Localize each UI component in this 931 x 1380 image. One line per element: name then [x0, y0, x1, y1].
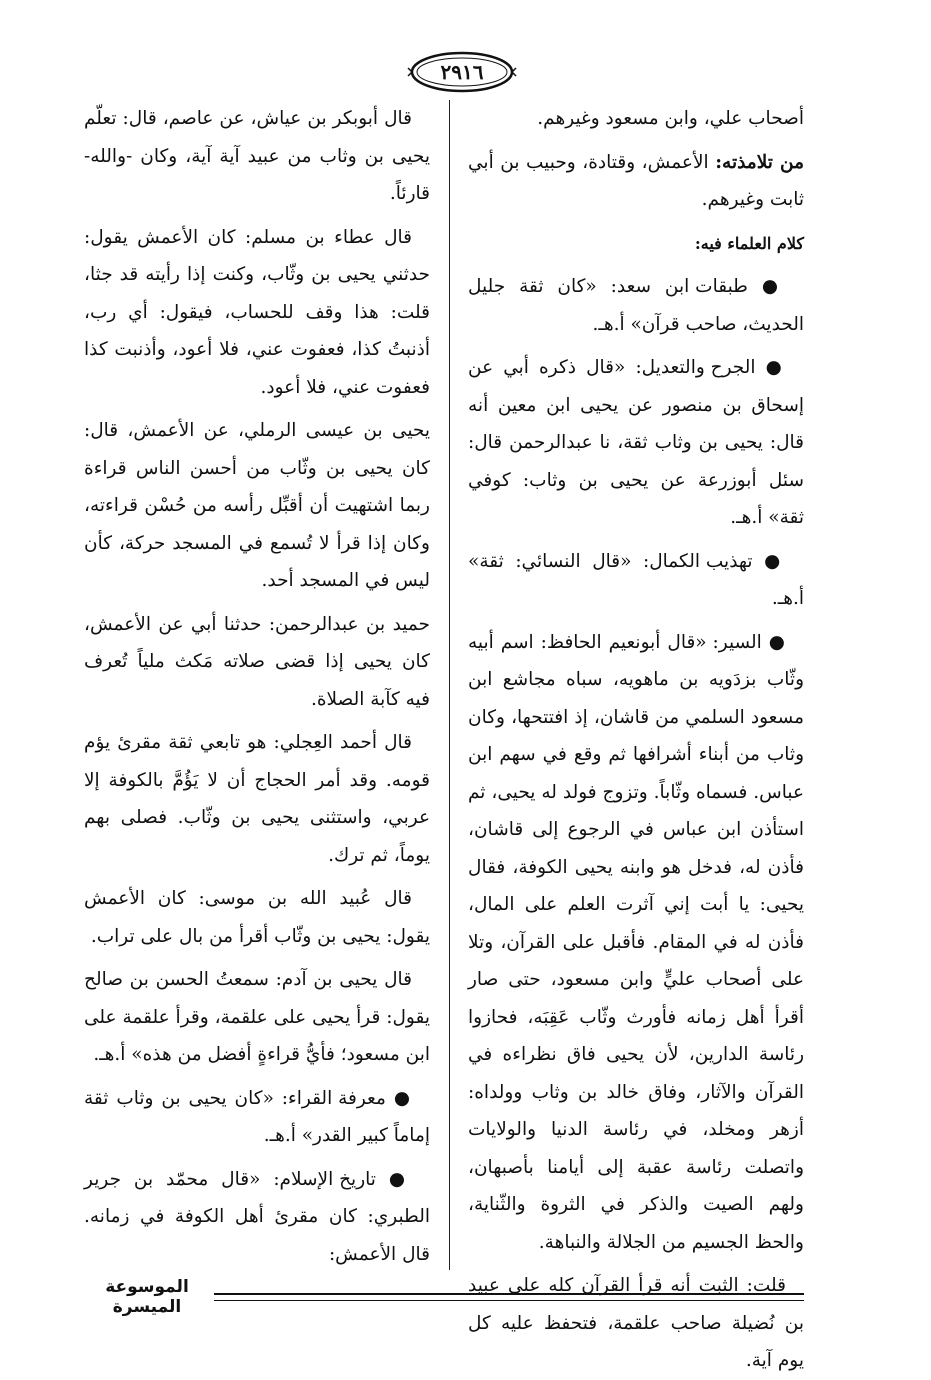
- paragraph: أصحاب علي، وابن مسعود وغيرهم.: [537, 108, 804, 129]
- paragraph-text: معرفة القراء: «كان يحيى بن وثاب ثقة إماماً كبير القدر» أ.هـ.: [84, 1087, 430, 1146]
- paragraph-text: تاريخ الإسلام: «قال محمّد بن جرير الطبري: كان مقرئ أهل الكوفة في زمانه. قال الأعمش:: [84, 1168, 430, 1265]
- footer-rule: [214, 1293, 804, 1295]
- paragraph: [84, 1161, 430, 1274]
- paragraph: [468, 624, 804, 1262]
- paragraph: [84, 1080, 430, 1155]
- bullet-icon: ●: [385, 1087, 412, 1109]
- section-heading: كلام العلماء فيه:: [694, 233, 804, 253]
- paragraph: [468, 268, 804, 343]
- bullet-icon: ●: [761, 631, 786, 653]
- column-divider: [449, 100, 450, 1270]
- paragraph-text: طبقات ابن سعد: «كان ثقة جليل الحديث، صاحب قرآن» أ.هـ.: [468, 276, 804, 335]
- right-column: [468, 100, 804, 1371]
- section-label: من تلامذته:: [715, 151, 804, 173]
- paragraph-text: الجرح والتعديل: «قال ذكره أبي عن إسحاق بن منصور عن يحيى ابن معين أنه قال: يحيى بن وثاب ثقة، نا عبدالرحمن قال: سئل أبوزرعة عن يحيى بن وثاب: كوفي ثقة» أ.هـ.: [468, 357, 804, 528]
- bullet-icon: ●: [747, 276, 786, 297]
- paragraph: قال عُبيد الله بن موسى: كان الأعمش يقول: يحيى بن وثّاب أقرأ من بال على تراب.: [84, 888, 430, 947]
- paragraph: قلت: الثبت أنه قرأ القرآن كله على عبيد بن نُضيلة صاحب علقمة، فتحفظ عليه كل يوم آية.: [468, 1275, 804, 1371]
- paragraph-text: السير: «قال أبونعيم الحافظ: اسم أبيه وثّاب بزدَويه بن ماهويه، سباه مجاشع ابن مسعود السلمي من قاشان، إذ افتتحها، وكان وثاب من أبناء أشرافها ثم وقع في سهم ابن عباس. فسماه وثّاباً. وتزوج فولد له يحيى، ثم استأذن ابن عباس في الرجوع إلى قاشان، فأذن له، فدخل هو وابنه يحيى الكوفة، فقال يحيى: يا أبت إني آثرت العلم على المال، فأذن له في المقام. فأقبل على القرآن، وتلا على أصحاب عليٍّ وابن مسعود، حتى صار أقرأ أهل زمانه فأورث وثّاب عَقِبَه، فحازوا رئاسة الدارين، لأن يحيى فاق نظراءه في القرآن والآثار، وفاق خالد بن وثاب وولداه: أزهر ومخلد، في رئاسة الدنيا والولايات واتصلت رئاسة عقبة إلى أيامنا بأصبهان، ولهم الصيت والذكر في الثروة والثّناية، والحظ الجسيم من الجلالة والنباهة.: [468, 631, 804, 1253]
- bullet-icon: ●: [755, 357, 786, 378]
- footer-rule-thin: [214, 1300, 804, 1301]
- paragraph: قال أبوبكر بن عياش، عن عاصم، قال: تعلّم يحيى بن وثاب من عبيد آية آية، وكان -والله- قارئاً.: [84, 108, 430, 204]
- paragraph-text: الأعمش، وقتادة، وحبيب بن أبي ثابت وغيرهم.: [468, 151, 804, 210]
- bullet-icon: ●: [375, 1168, 412, 1190]
- page-number-frame: [408, 48, 516, 96]
- left-column: [84, 100, 430, 1270]
- paragraph: يحيى بن عيسى الرملي، عن الأعمش، قال: كان يحيى بن وثّاب من أحسن الناس قراءة ربما اشتهيت أن أقبِّل رأسه من حُسْن قراءته، وكان إذا قرأ لا تُسمع في المسجد حركة، كأن ليس في المسجد أحد.: [84, 420, 430, 591]
- paragraph-text: تهذيب الكمال: «قال النسائي: ثقة» أ.هـ.: [468, 550, 804, 609]
- paragraph: حميد بن عبدالرحمن: حدثنا أبي عن الأعمش، كان يحيى إذا قضى صلاته مَكث ملياً تُعرف فيه كآبة الصلاة.: [84, 613, 430, 710]
- paragraph: [468, 543, 804, 618]
- paragraph: [468, 349, 804, 537]
- paragraph: قال يحيى بن آدم: سمعتُ الحسن بن صالح يقول: قرأ يحيى على علقمة، وقرأ علقمة على ابن مسعود؛ فأيُّ قراءةٍ أفضل من هذه» أ.هـ.: [84, 969, 430, 1065]
- paragraph: [468, 144, 804, 219]
- page-number: ٢٩١٦: [440, 60, 484, 84]
- footer-title: الموسوعة الميسرة: [105, 1277, 189, 1317]
- bullet-icon: ●: [752, 550, 786, 572]
- paragraph: قال أحمد العِجلي: هو تابعي ثقة مقرئ يؤم قومه. وقد أمر الحجاج أن لا يَؤُمَّ بالكوفة إلا عربي، واستثنى يحيى بن وثّاب. فصلى بهم يوماً، ثم ترك.: [84, 732, 430, 866]
- paragraph: قال عطاء بن مسلم: كان الأعمش يقول: حدثني يحيى بن وثّاب، وكنت إذا رأيته قد جثا، قلت: هذا وقف للحساب، فيقول: أي رب، أذنبتُ كذا، فعفوت عني، فلا أعود، وأذنبت كذا فعفوت عني، فلا أعود.: [84, 226, 430, 398]
